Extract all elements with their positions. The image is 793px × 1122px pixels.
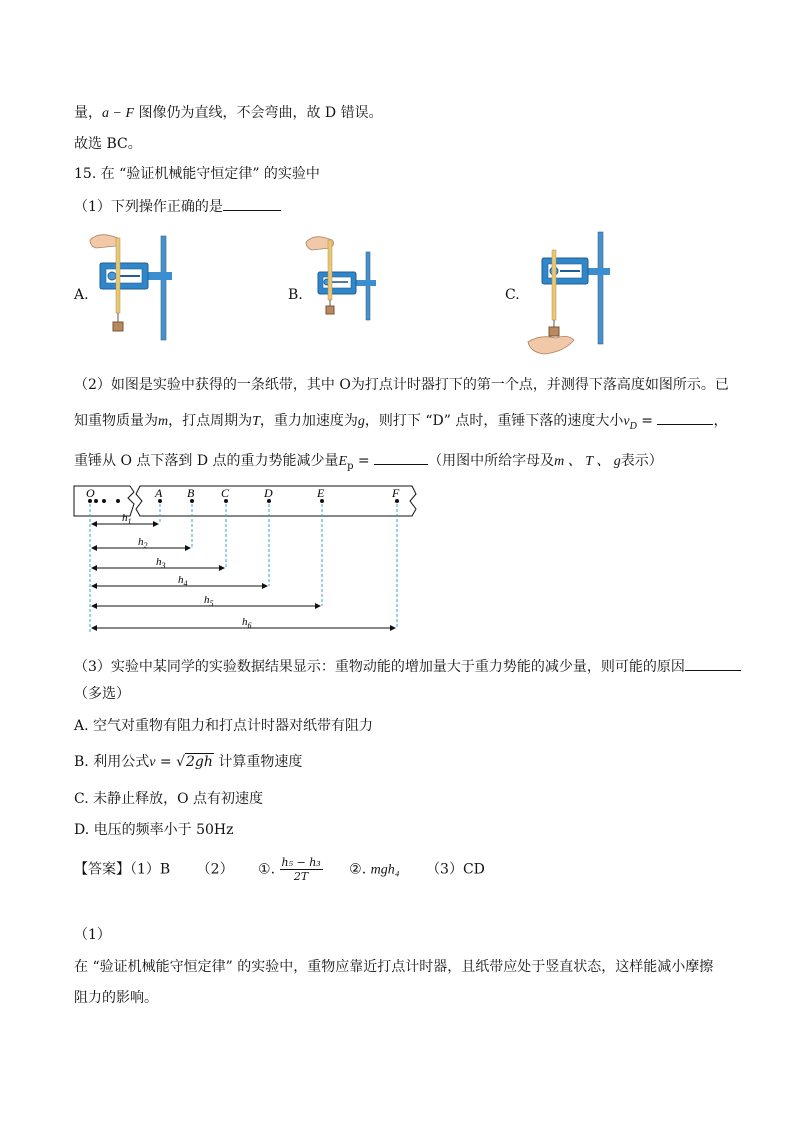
choice-d: D. 电压的频率小于 50Hz	[74, 822, 234, 838]
label-h4: $h_4$	[178, 574, 188, 588]
point-label-f: F	[392, 486, 400, 500]
weight	[326, 306, 334, 314]
stand-clamp	[586, 268, 610, 275]
weight	[549, 327, 559, 336]
prev-conclusion: 故选 BC。	[74, 136, 142, 152]
label-h3: $h_3$	[156, 556, 166, 570]
part2-line3: 重锤从 O 点下落到 D 点的重力势能减少量$E_p$ = （用图中所给字母及m 、 T 、 g表示）	[74, 450, 663, 477]
stand-rod	[598, 232, 603, 344]
part1-prompt: （1）下列操作正确的是	[74, 196, 281, 217]
apparatus-figure-c	[524, 230, 620, 358]
point-label-e: E	[317, 486, 325, 500]
tape-dot	[116, 499, 120, 503]
tape-segment-right	[136, 486, 416, 516]
hand-icon	[90, 235, 120, 248]
choice-b: B. 利用公式v = √2gh 计算重物速度	[74, 754, 303, 770]
answer-line: 【答案】（1）B （2） ①. $\frac{\text{h₅ − h₃}}{2T}$ ②. mgh₄ （3）CD	[74, 856, 485, 883]
paper-tape-diagram	[70, 484, 430, 640]
option-a-label: A.	[74, 287, 89, 303]
point-label-o: O	[86, 486, 95, 500]
apparatus-figure-b	[304, 232, 390, 322]
option-b-label: B.	[288, 287, 303, 303]
option-c-label: C.	[505, 287, 520, 303]
explanation-line1: 在 “验证机械能守恒定律” 的实验中，重物应靠近打点计时器，且纸带应处于竖直状态，这样能减小摩擦	[74, 959, 714, 975]
answer-blank-3	[685, 656, 741, 671]
stand-clamp	[148, 272, 172, 280]
label-h1: $h_1$	[122, 512, 132, 526]
part2-line1: （2）如图是实验中获得的一条纸带，其中 O为打点计时器打下的第一个点，并测得下落高度如图所示。已	[74, 377, 729, 393]
point-label-b: B	[187, 486, 195, 500]
explanation-part1: （1）	[74, 927, 111, 943]
point-label-a: A	[155, 486, 163, 500]
prev-answer-line: 量，a − F 图像仍为直线，不会弯曲，故 D 错误。	[74, 105, 383, 121]
hand-icon	[528, 336, 574, 354]
answer-blank-v	[657, 410, 713, 425]
part3-line2: （多选）	[74, 686, 130, 702]
point-label-c: C	[221, 486, 230, 500]
label-h2: $h_2$	[138, 536, 148, 550]
answer-blank-1	[223, 196, 281, 211]
paper-tape	[552, 250, 556, 320]
part2-line2: 知重物质量为m，打点周期为T，重力加速度为g，则打下 “D” 点时，重锤下落的速度大小$v_D$ = ，	[74, 410, 727, 437]
paper-tape	[328, 240, 332, 300]
apparatus-figure-a	[88, 230, 188, 342]
label-h5: $h_5$	[204, 594, 214, 608]
answer-fraction: $\frac{\text{h₅ − h₃}}{2T}$	[281, 856, 321, 883]
stand-rod	[161, 236, 166, 340]
label-h6: $h_6$	[242, 616, 252, 630]
question-title: 15. 在 “验证机械能守恒定律” 的实验中	[74, 166, 320, 182]
weight	[113, 322, 123, 331]
choice-a: A. 空气对重物有阻力和打点计时器对纸带有阻力	[74, 718, 374, 734]
choice-c: C. 未静止释放，O 点有初速度	[74, 791, 264, 807]
answer-blank-ep	[374, 450, 428, 465]
stand-clamp	[354, 280, 376, 286]
tape-dot	[102, 499, 106, 503]
explanation-line2: 阻力的影响。	[74, 990, 158, 1006]
point-label-d: D	[264, 486, 273, 500]
part3-line1: （3）实验中某同学的实验数据结果显示：重物动能的增加量大于重力势能的减少量，则可能的原因	[74, 656, 741, 677]
paper-tape	[116, 238, 120, 313]
